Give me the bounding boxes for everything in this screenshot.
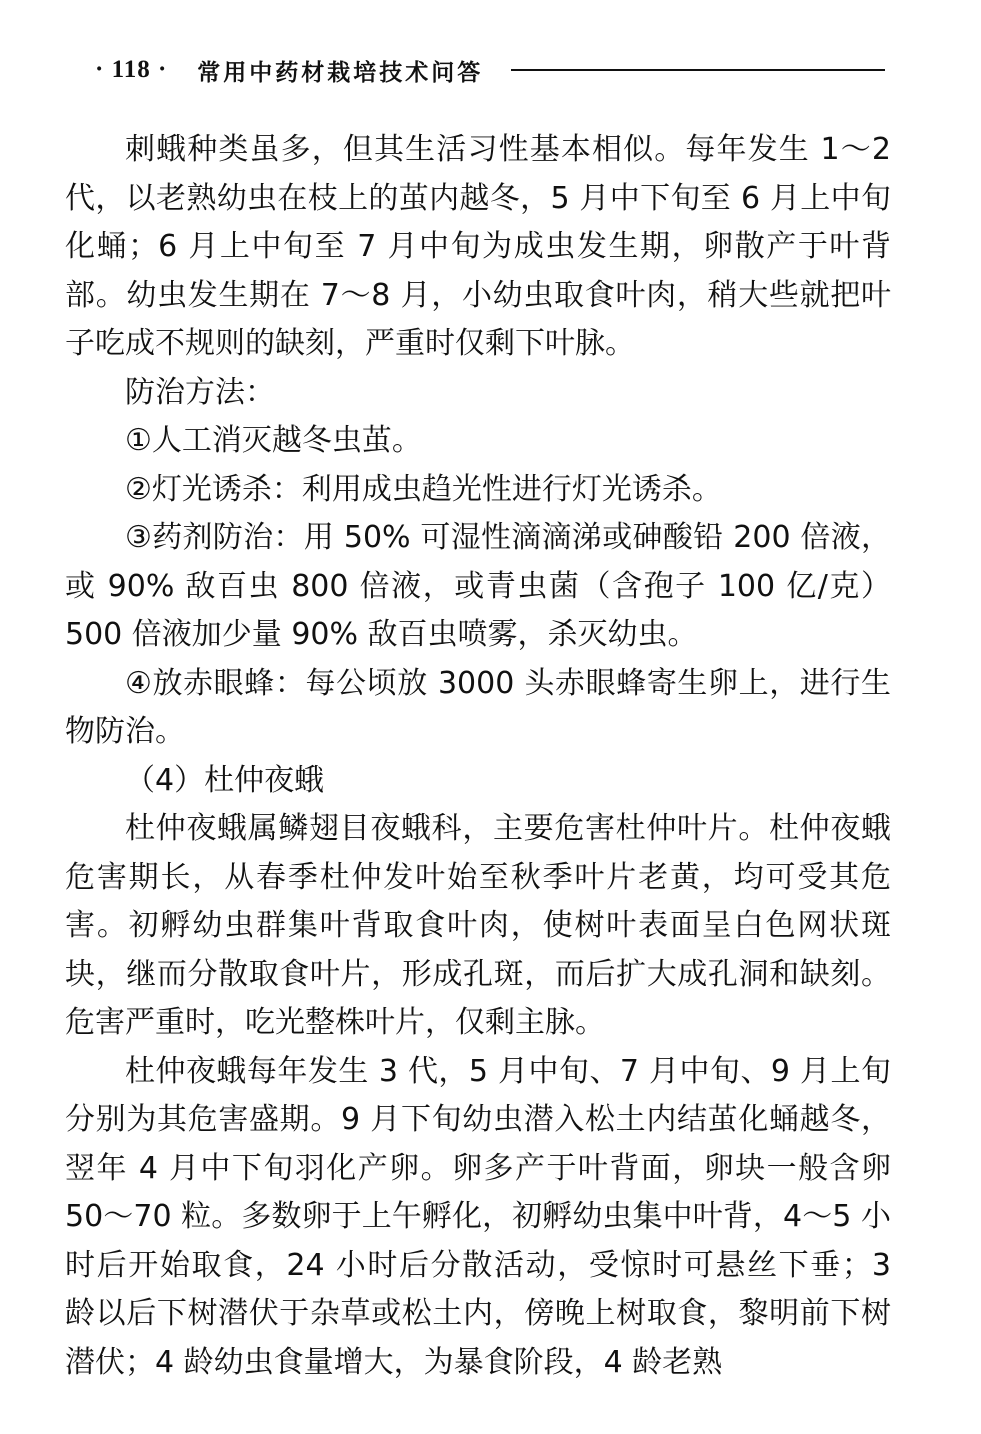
paragraph-eucommia-lifecycle: 杜仲夜蛾每年发生 3 代，5 月中旬、7 月中旬、9 月上旬分别为其危害盛期。9 月下旬幼虫潜入松土内结茧化蛹越冬，翌年 4 月中下旬羽化产卵。卵多产于叶背面，卵块一般含卵 50～70 粒。多数卵于上午孵化，初孵幼虫集中叶背，4～5 小时后开始取食，24 小时后分散活动，受惊时可悬丝下垂；3 龄以后下树潜伏于杂草或松土内，傍晚上树取食，黎明前下树潜伏；4 龄幼虫食量增大，为暴食阶段，4 龄老熟	[65, 1053, 891, 1380]
paragraph-eucommia-damage: 杜仲夜蛾属鳞翅目夜蛾科，主要危害杜仲叶片。杜仲夜蛾危害期长，从春季杜仲发叶始至秋季叶片老黄，均可受其危害。初孵幼虫群集叶背取食叶肉，使树叶表面呈白色网状斑块，继而分散取食叶片，形成孔斑，而后扩大成孔洞和缺刻。危害严重时，吃光整株叶片，仅剩主脉。	[65, 811, 891, 1040]
header-rule	[511, 69, 885, 71]
paragraph-control-heading: 防治方法：	[125, 374, 275, 410]
body-text	[65, 126, 891, 1387]
paragraph-moth-habits: 刺蛾种类虽多，但其生活习性基本相似。每年发生 1～2 代，以老熟幼虫在枝上的茧内越冬，5 月中下旬至 6 月上中旬化蛹；6 月上中旬至 7 月中旬为成虫发生期，卵散产于叶背部。幼虫发生期在 7～8 月，小幼虫取食叶肉，稍大些就把叶子吃成不规则的缺刻，严重时仅剩下叶脉。	[65, 132, 891, 361]
section-heading-eucommia-moth: （4）杜仲夜蛾	[125, 762, 325, 798]
page-number: · 118 ·	[95, 56, 168, 83]
page-header	[95, 50, 885, 90]
running-title: 常用中药材栽培技术问答	[197, 58, 484, 86]
paragraph-control-1: ①人工消灭越冬虫茧。	[125, 423, 422, 458]
paragraph-control-3: ③药剂防治：用 50% 可湿性滴滴涕或砷酸铅 200 倍液，或 90% 敌百虫 800 倍液，或青虫菌（含孢子 100 亿/克）500 倍液加少量 90% 敌百虫喷雾，杀灭幼虫。	[65, 520, 891, 652]
paragraph-control-4: ④放赤眼蜂：每公顷放 3000 头赤眼蜂寄生卵上，进行生物防治。	[65, 665, 891, 749]
paragraph-control-2: ②灯光诱杀：利用成虫趋光性进行灯光诱杀。	[125, 471, 722, 507]
